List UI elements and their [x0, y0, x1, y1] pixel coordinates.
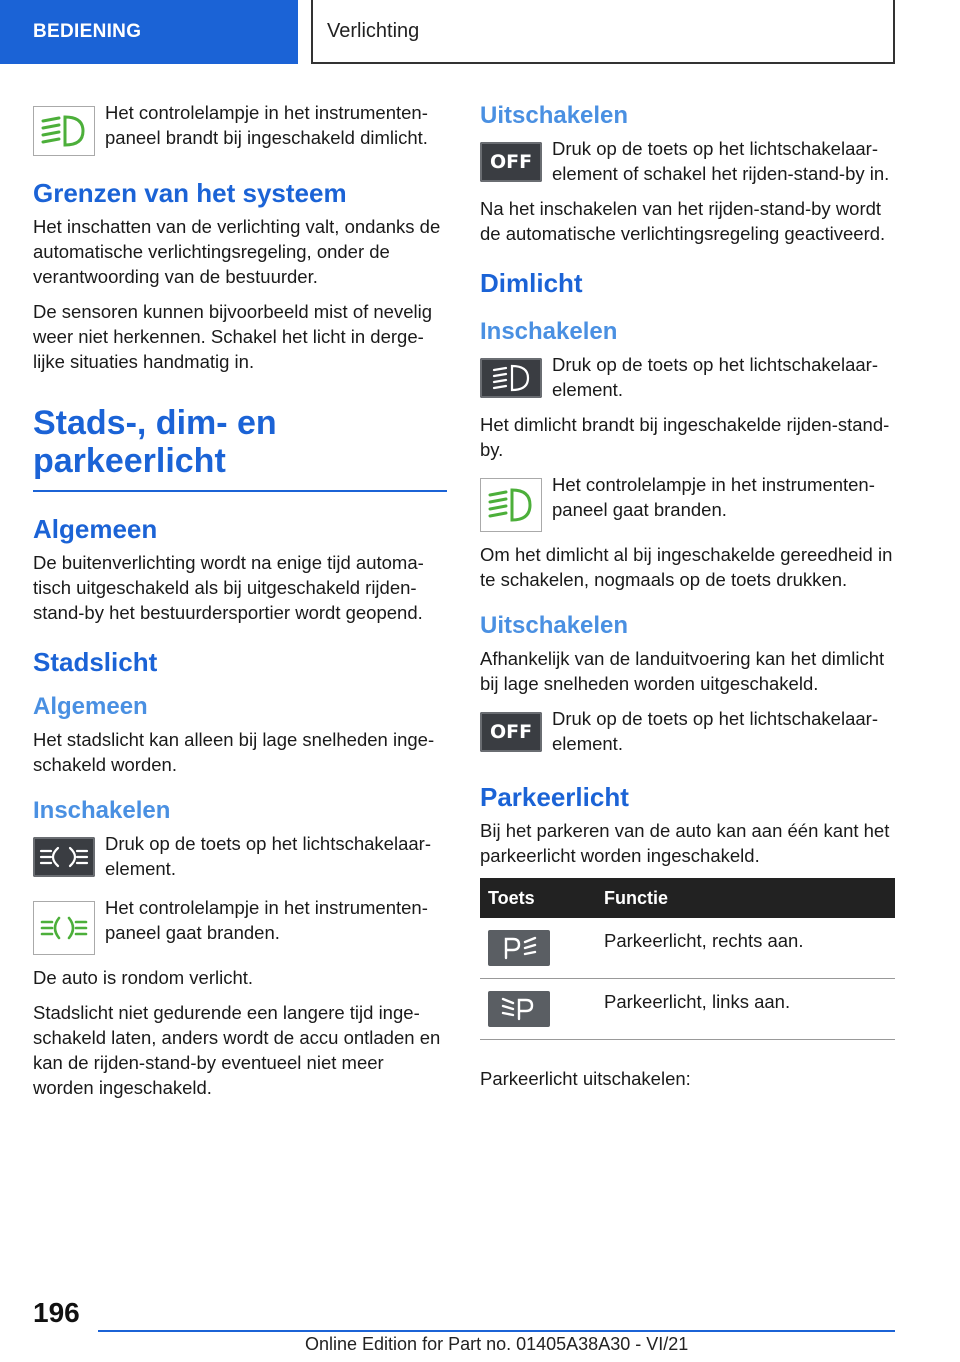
heading-grenzen: Grenzen van het systeem — [33, 178, 347, 208]
uitschakelen-2-paragraph: Afhankelijk van de landuitvoering kan het dimlicht bij lage snelheden worden uitgeschakeld. — [480, 648, 885, 694]
table-header-toets: Toets — [480, 878, 596, 918]
table-cell-toets — [480, 979, 596, 1040]
heading-uitschakelen-1: Uitschakelen — [480, 102, 629, 129]
heading-dimlicht-inschakelen: Inschakelen — [480, 318, 618, 345]
stadslicht-indicator-note — [33, 895, 447, 955]
off-button-label: OFF — [489, 151, 533, 173]
heading-stads-dim-parkeerlicht: Stads-, dim- en parkeerlicht — [33, 404, 447, 492]
heading-parkeerlicht: Parkeerlicht — [480, 782, 629, 812]
uitschakelen-1-paragraph: Na het inschakelen van het rijden-stand-by wordt de automatische verlichtingsregeling geactiveerd. — [480, 198, 886, 244]
uitschakelen-button-note — [480, 136, 895, 186]
dimlicht-indicator-text: Het controlelampje in het instrumentenpaneel gaat branden. — [552, 474, 875, 520]
uitschakelen-1-text: Druk op de toets op het lichtschakelaarelement of schakel het rijden-stand-by in. — [552, 138, 890, 184]
stadslicht-warning-paragraph: Stadslicht niet gedurende een langere tijd ingeschakeld laten, anders wordt de accu ontladen en kan de rijden-stand-by eventueel niet meer worden ingeschakeld. — [33, 1002, 441, 1098]
right-column — [480, 100, 895, 1101]
chapter-header — [311, 0, 895, 64]
dimlicht-gereed-paragraph: Om het dimlicht al bij ingeschakelde gereedheid in te schakelen, nogmaals op de toets drukken. — [480, 544, 893, 590]
heading-dimlicht: Dimlicht — [480, 268, 583, 298]
section-tab — [0, 0, 298, 64]
side-light-indicator-icon — [33, 901, 95, 955]
grenzen-paragraph-1: Het inschatten van de verlichting valt, ondanks de automatische verlichtingsregeling, onder de verantwoording van de bestuurder. — [33, 216, 441, 287]
left-column — [33, 100, 447, 1110]
heading-stadslicht: Stadslicht — [33, 647, 158, 677]
heading-algemeen: Algemeen — [33, 514, 158, 544]
parking-light-right-icon — [488, 930, 550, 966]
table-row — [480, 979, 895, 1040]
footer-edition: Online Edition for Part no. 01405A38A30 - VI/21 — [305, 1334, 689, 1354]
algemeen-paragraph: De buitenverlichting wordt na enige tijd automatisch uitgeschakeld als bij uitgeschakeld rijden-stand-by het bestuurdersportier wordt geopend. — [33, 552, 424, 623]
uitschakelen-2-text: Druk op de toets op het lichtschakelaarelement. — [552, 708, 878, 754]
table-header-row — [480, 878, 895, 918]
dimlicht-inschakelen-text: Druk op de toets op het lichtschakelaarelement. — [552, 354, 878, 400]
stadslicht-inschakelen-text: Druk op de toets op het lichtschakelaarelement. — [105, 833, 431, 879]
table-header-functie: Functie — [596, 878, 895, 918]
chapter-title: Verlichting — [327, 19, 420, 42]
dimlicht-indicator-note — [480, 472, 895, 532]
parkeerlicht-uit-paragraph: Parkeerlicht uitschakelen: — [480, 1068, 691, 1089]
heading-uitschakelen-2: Uitschakelen — [480, 612, 629, 639]
stadslicht-button-note — [33, 831, 447, 881]
off-button-icon — [480, 142, 542, 182]
off-button-label-2: OFF — [489, 721, 533, 743]
off-button-icon-2 — [480, 712, 542, 752]
low-beam-button-icon — [480, 358, 542, 398]
side-light-button-icon — [33, 837, 95, 877]
dimlicht-brandt-paragraph: Het dimlicht brandt bij ingeschakelde rijden-stand-by. — [480, 414, 890, 460]
table-cell-toets — [480, 918, 596, 979]
parkeerlicht-paragraph: Bij het parkeren van de auto kan aan één kant het parkeerlicht worden ingeschakeld. — [480, 820, 890, 866]
stadslicht-indicator-text: Het controlelampje in het instrumentenpaneel gaat branden. — [105, 897, 428, 943]
dimlicht-button-note — [480, 352, 895, 402]
footer-divider — [98, 1330, 895, 1332]
stadslicht-algemeen-paragraph: Het stadslicht kan alleen bij lage snelheden ingeschakeld worden. — [33, 729, 435, 775]
rondom-paragraph: De auto is rondom verlicht. — [33, 967, 254, 988]
table-row — [480, 918, 895, 979]
dim-indicator-note — [33, 100, 447, 156]
page-number: 196 — [33, 1297, 80, 1328]
dim-indicator-text: Het controlelampje in het instrumentenpaneel brandt bij ingeschakeld dimlicht. — [105, 102, 428, 148]
uitschakelen-2-button-note — [480, 706, 895, 756]
table-cell-functie: Parkeerlicht, rechts aan. — [596, 918, 895, 979]
parking-light-left-icon — [488, 991, 550, 1027]
parkeerlicht-table — [480, 878, 895, 1040]
grenzen-paragraph-2: De sensoren kunnen bijvoorbeeld mist of nevelig weer niet herkennen. Schakel het licht in dergelijke situaties handmatig in. — [33, 301, 433, 372]
section-label: BEDIENING — [33, 21, 142, 42]
heading-stadslicht-algemeen: Algemeen — [33, 693, 148, 720]
low-beam-indicator-icon — [33, 106, 95, 156]
heading-stadslicht-inschakelen: Inschakelen — [33, 797, 171, 824]
low-beam-indicator-icon-2 — [480, 478, 542, 532]
table-cell-functie: Parkeerlicht, links aan. — [596, 979, 895, 1040]
